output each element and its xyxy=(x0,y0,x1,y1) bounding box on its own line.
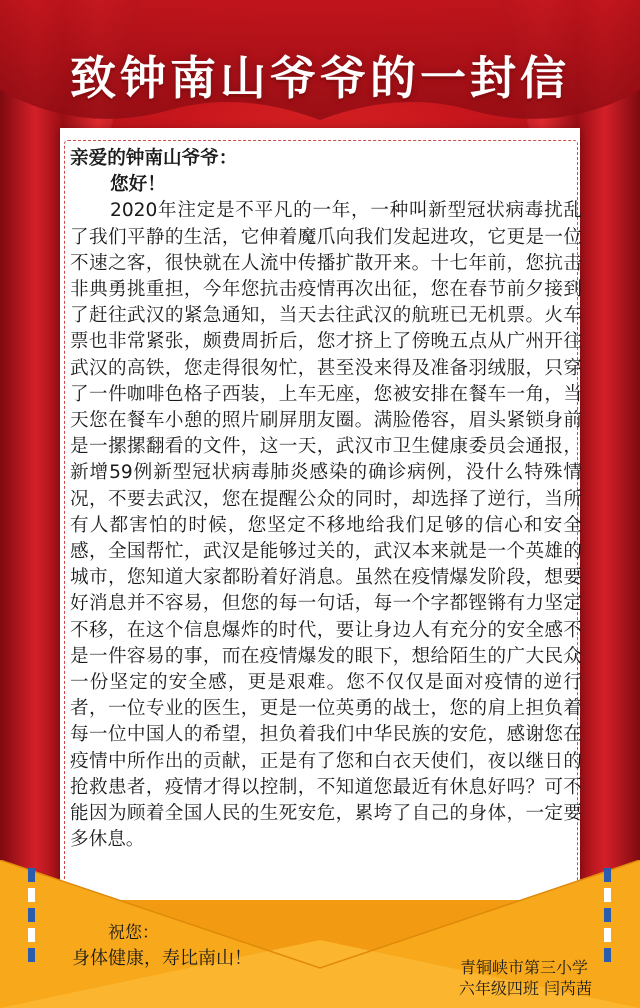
letter-greeting: 您好！ xyxy=(110,174,166,196)
letter-closing: 祝您： xyxy=(108,923,159,943)
signature-class: 六年级四班 闫芮茜 xyxy=(458,979,592,998)
signature-school: 青铜峡市第三小学 xyxy=(459,958,588,977)
letter-salutation: 亲爱的钟南山爷爷： xyxy=(70,148,238,169)
letter-wish: 身体健康，寿比南山！ xyxy=(72,948,252,969)
letter-body: 2020年注定是不平凡的一年，一种叫新型冠状病毒扰乱了我们平静的生活，它伸着魔爪向我们发起进攻，它更是一位不速之客，很快就在人流中传播扩散开来。十七年前，您抗击非典勇挑重担，今年您抗击疫情再次出征，您在春节前夕接到了赶往武汉的紧急通知，当天去往武汉的航班已无机票。火车票也非常紧张，颇费周折后，您才挤上了傍晚五点从广州开往武汉的高铁，您走得很匆忙，甚至没来得及准备羽绒服，只穿了一件咖啡色格子西装，上车无座，您被安排在餐车一角，当天您在餐车小憩的照片刷屏朋友圈。满脸倦容，眉头紧锁身前是一摞摞翻看的文件，这一天，武汉市卫生健康委员会通报，新增59例新型冠状病毒肺炎感染的确诊病例，没什么特殊情况，不要去武汉，您在提醒公众的同时，却选择了逆行，当所有人都害怕的时候，您坚定不移地给我们足够的信心和安全感，全国帮忙，武汉是能够过关的，武汉本来就是一个英雄的城市，您知道大家都盼着好消息。虽然在疫情爆发阶段，想要好消息并不容易，但您的每一句话，每一个字都铿锵有力坚定不移，在这个信息爆炸的时代，要让身边人有充分的安全感不是一件容易的事，而在疫情爆发的眼下，想给陌生的广大民众一份坚定的安全感，更是艰难。您不仅仅是面对疫情的逆行者，一位专业的医生，更是一位英勇的战士，您的肩上担负着每一位中国人的希望，担负着我们中华民族的安危，感谢您在疫情中所作出的贡献，正是有了您和白衣天使们，夜以继日的抢救患者，疫情才得以控制，不知道您最近有休息好吗？可不能因为顾着全国人民的生死安危，累垮了自己的身体，一定要多休息。 xyxy=(70,200,582,851)
page-title: 致钟南山爷爷的一封信 xyxy=(70,51,570,105)
letter-content xyxy=(70,146,582,853)
letter-paper xyxy=(60,128,580,948)
